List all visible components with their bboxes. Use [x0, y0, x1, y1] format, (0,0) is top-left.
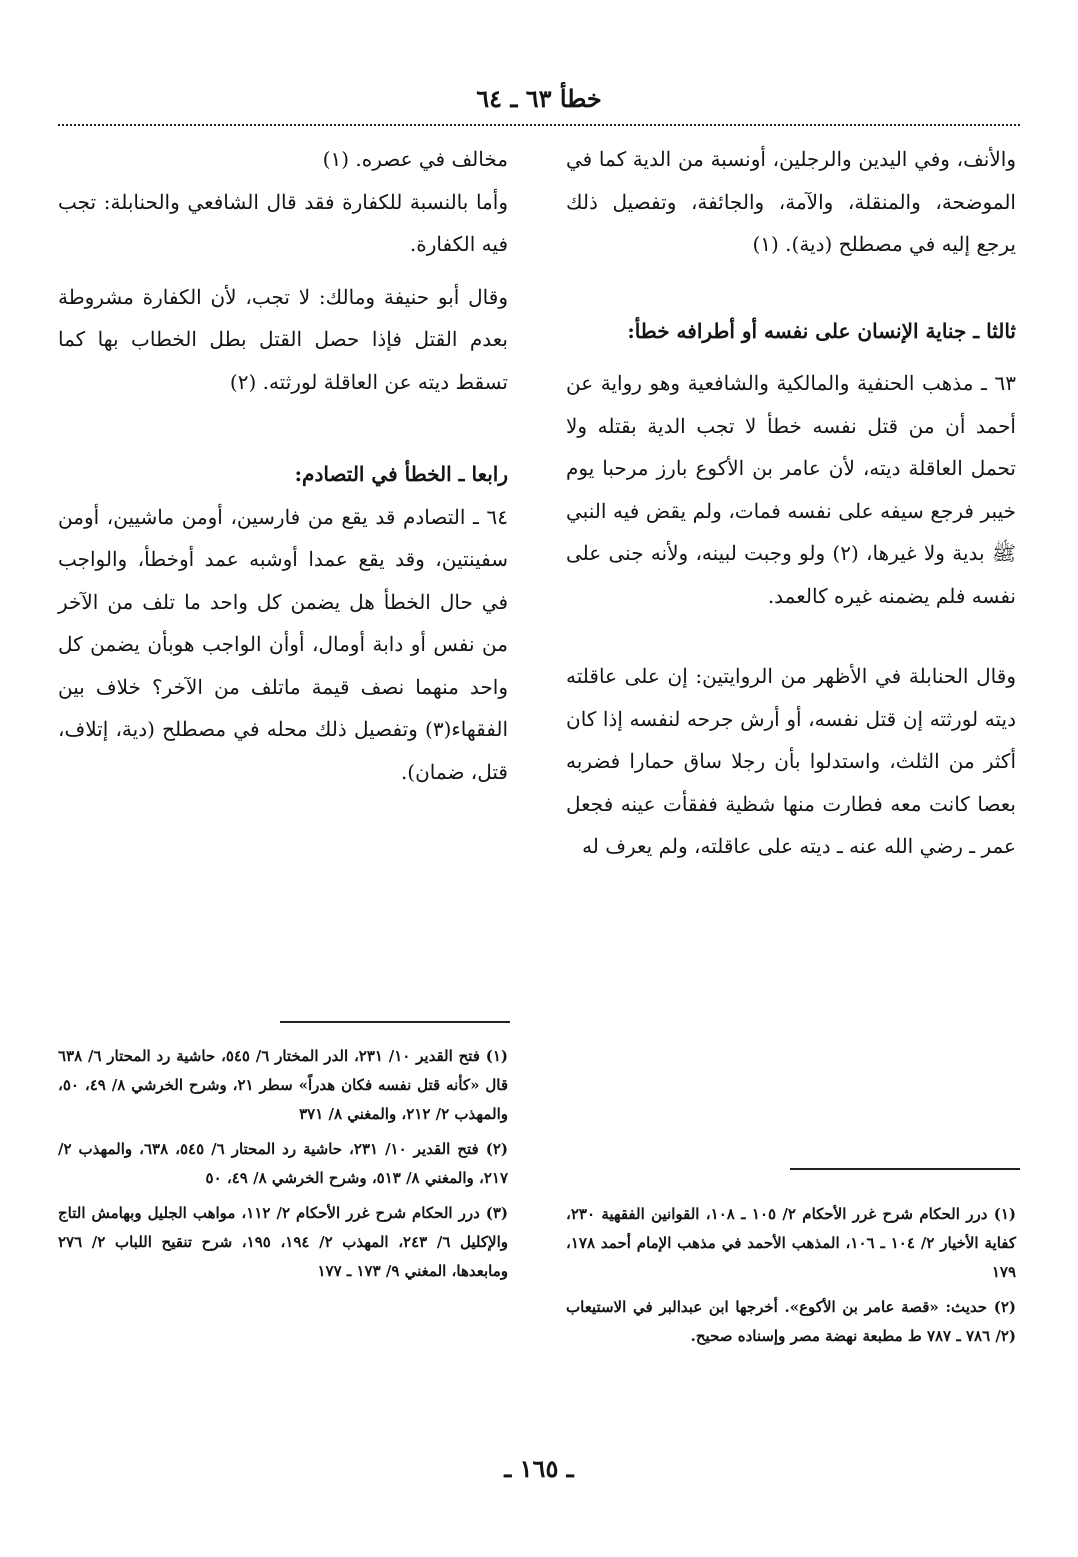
- footnote-item: (١) درر الحكام شرح غرر الأحكام ٢/ ١٠٥ ـ ١٠٨، القوانين الفقهية ٢٣٠، كفاية الأخيار ٢/ ١٠٤ ـ ١٠٦، المذهب الأحمد في مذهب الإمام أحمد ١٧٨، ١٧٩: [566, 1205, 1017, 1281]
- right-paragraph-63: ٦٣ ـ مذهب الحنفية والمالكية والشافعية وهو رواية عن أحمد أن من قتل نفسه خطأ لا تجب الدية بقتله ولا تحمل العاقلة ديته، لأن عامر بن الأكوع بارز مرحبا يوم خيبر فرجع سيفه على نفسه فمات، ولم يقض فيه النبي ﷺ بدية ولا غيرها، (٢) ولو وجبت لبينه، ولأنه جنى على نفسه فلم يضمنه غيره كالعمد.: [566, 371, 1016, 608]
- spacer: [566, 617, 1016, 655]
- section-heading-3: ثالثا ـ جناية الإنسان على نفسه أو أطرافه خطأ:: [627, 318, 1016, 343]
- header-divider: [58, 124, 1020, 126]
- left-paragraph-2: وأما بالنسبة للكفارة فقد قال الشافعي والحنابلة: تجب فيه الكفارة.: [58, 189, 508, 256]
- page-number: ـ ١٦٥ ـ: [504, 1454, 574, 1483]
- spacer: [58, 266, 508, 276]
- right-paragraph-3: وقال الحنابلة في الأظهر من الروايتين: إن على عاقلته ديته لورثته إن قتل نفسه، أو أرش جرحه لنفسه إذا كان أكثر من الثلث، واستدلوا بأن رجلا ساق حمارا فضربه بعصا كانت معه فطارت منها شظية ففقأت عينه فجعل عمر ـ رضي الله عنه ـ ديته على عاقلته، ولم يعرف له: [566, 664, 1016, 858]
- right-column: [566, 138, 1016, 868]
- left-paragraph-64: ٦٤ ـ التصادم قد يقع من فارسين، أومن ماشيين، أومن سفينتين، وقد يقع عمدا أوشبه عمد أوخطأ، والواجب في حال الخطأ هل يضمن كل واحد ما تلف من الآخر من نفس أو دابة أومال، أوأن الواجب هوبأن يضمن كل واحد منهما نصف قيمة ماتلف من الآخر؟ خلاف بين الفقهاء(٣) وتفصيل ذلك محله في مصطلح (دية، إتلاف، قتل، ضمان).: [58, 504, 508, 784]
- footnote-divider-left: [280, 1021, 510, 1023]
- section-heading-4: رابعا ـ الخطأ في التصادم:: [294, 462, 508, 486]
- footnotes-left: [58, 1042, 508, 1292]
- spacer: [58, 403, 508, 453]
- left-paragraph-1: مخالف في عصره. (١): [322, 147, 508, 171]
- left-column: [58, 138, 508, 793]
- spacer: [566, 266, 1016, 310]
- footnote-divider-right: [790, 1168, 1020, 1170]
- right-paragraph-1: والأنف، وفي اليدين والرجلين، أونسبة من الدية كما في الموضحة، والمنقلة، والآمة، والجائفة، وتفصيل ذلك يرجع إليه في مصطلح (دية). (١): [566, 147, 1016, 256]
- footnote-item: (٣) درر الحكام شرح غرر الأحكام ٢/ ١١٢، مواهب الجليل وبهامش التاج والإكليل ٦/ ٢٤٣، المهذب ٢/ ١٩٤، ١٩٥، شرح تنقيح اللباب ٢/ ٢٧٦ ومابعدها، المغني ٩/ ١٧٣ ـ ١٧٧: [58, 1204, 509, 1280]
- running-header: خطأ ٦٣ ـ ٦٤: [476, 84, 602, 113]
- footnote-item: (٢) حديث: «قصة عامر بن الأكوع». أخرجها ابن عبدالبر في الاستيعاب (٢/ ٧٨٦ ـ ٧٨٧ ط مطبعة نهضة مصر وإسناده صحيح.: [566, 1298, 1016, 1345]
- footnote-item: (١) فتح القدير ١٠/ ٢٣١، الدر المختار ٦/ ٥٤٥، حاشية رد المحتار ٦/ ٦٣٨ قال «كأنه قتل نفسه فكان هدراً» سطر ٢١، وشرح الخرشي ٨/ ٤٩، ٥٠، والمهذب ٢/ ٢١٢، والمغني ٨/ ٣٧١: [58, 1047, 509, 1123]
- footnotes-right: [566, 1200, 1016, 1357]
- footnote-item: (٢) فتح القدير ١٠/ ٢٣١، حاشية رد المحتار ٦/ ٥٤٥، ٦٣٨، والمهذب ٢/ ٢١٧، والمغني ٨/ ٥١٣، وشرح الخرشي ٨/ ٤٩، ٥٠: [58, 1140, 508, 1187]
- spacer: [566, 352, 1016, 362]
- left-paragraph-3: وقال أبو حنيفة ومالك: لا تجب، لأن الكفارة مشروطة بعدم القتل فإذا حصل القتل بطل الخطاب بها كما تسقط ديته عن العاقلة لورثته. (٢): [58, 284, 508, 394]
